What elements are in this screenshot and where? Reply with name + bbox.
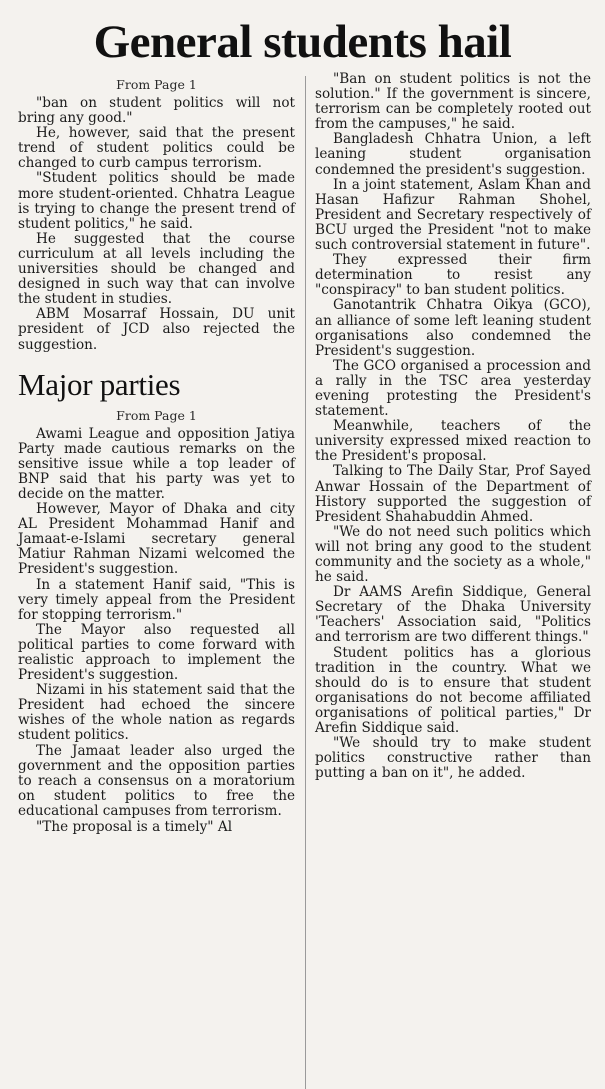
article-paragraph: Dr AAMS Arefin Siddique, General Secretary of the Dhaka University 'Teachers' Association said, "Politics and terrorism are two different things.": [315, 584, 591, 646]
article-paragraph: However, Mayor of Dhaka and city AL President Mohammad Hanif and Jamaat-e-Islami secretary general Matiur Rahman Nizami welcomed the President's suggestion.: [18, 501, 295, 578]
article-paragraph: Nizami in his statement said that the President had echoed the sincere wishes of the whole nation as regards student politics.: [18, 682, 295, 744]
article-paragraph: Awami League and opposition Jatiya Party made cautious remarks on the sensitive issue while a top leader of BNP said that his party was yet to decide on the matter.: [18, 425, 295, 502]
headline: General students hail: [93, 16, 512, 68]
article-paragraph: The Mayor also requested all political parties to come forward with realistic approach to implement the President's suggestion.: [18, 621, 295, 684]
article-paragraph: "ban on student politics will not bring any good.": [18, 95, 295, 127]
article-paragraph: "Student politics should be made more student-oriented. Chhatra League is trying to change the present trend of student politics," he said.: [18, 170, 295, 232]
column-divider: [305, 76, 306, 1089]
right-column: [315, 72, 591, 781]
article-paragraph: "We do not need such politics which will not bring any good to the student community and the society as a whole," he said.: [315, 523, 591, 586]
article-paragraph: They expressed their firm determination to resist any "conspiracy" to ban student politics.: [315, 252, 591, 299]
article-paragraph: "We should try to make student politics constructive rather than putting a ban on it", he added.: [315, 735, 591, 782]
article-paragraph: Ganotantrik Chhatra Oikya (GCO), an alliance of some left leaning student organisations also condemned the President's suggestion.: [315, 297, 591, 359]
article-paragraph: In a statement Hanif said, "This is very timely appeal from the President for stopping terrorism.": [18, 576, 295, 623]
article-paragraph: ABM Mosarraf Hossain, DU unit president of JCD also rejected the suggestion.: [18, 306, 295, 353]
cut-off-line: "The proposal is a timely" Al: [36, 819, 233, 836]
left-column: [18, 72, 295, 835]
article-paragraph: The GCO organised a procession and a rally in the TSC area yesterday evening protesting the President's statement.: [315, 357, 591, 420]
article-paragraph: He, however, said that the present trend of student politics could be changed to curb campus terrorism.: [18, 125, 295, 172]
article-paragraph: He suggested that the course curriculum at all levels including the universities should be changed and designed in such way that can involve the student in studies.: [18, 230, 295, 308]
article-paragraph: In a joint statement, Aslam Khan and Hasan Hafizur Rahman Shohel, President and Secretary respectively of BCU urged the President "not to make such controversial statement in future".: [315, 176, 591, 254]
article-paragraph: The Jamaat leader also urged the government and the opposition parties to reach a consensus on a moratorium on student politics to free the educational campuses from terrorism.: [18, 742, 295, 819]
article-paragraph: Student politics has a glorious tradition in the country. What we should do is to ensure that student organisations do not become affiliated organisations of political parties," Dr Arefin Siddique said.: [315, 644, 591, 737]
article-paragraph: Bangladesh Chhatra Union, a left leaning student organisation condemned the president's suggestion.: [315, 131, 591, 178]
continued-from-label: From Page 1: [116, 407, 197, 423]
subheadline: Major parties: [18, 366, 181, 402]
article-paragraph: "Ban on student politics is not the solution." If the government is sincere, terrorism can be completely rooted out from the campuses," he said.: [315, 71, 591, 133]
article-paragraph: Talking to The Daily Star, Prof Sayed Anwar Hossain of the Department of History supported the suggestion of President Shahabuddin Ahmed.: [315, 463, 591, 525]
article-paragraph: Meanwhile, teachers of the university expressed mixed reaction to the President's proposal.: [315, 418, 591, 465]
continued-from-label: From Page 1: [116, 77, 197, 92]
